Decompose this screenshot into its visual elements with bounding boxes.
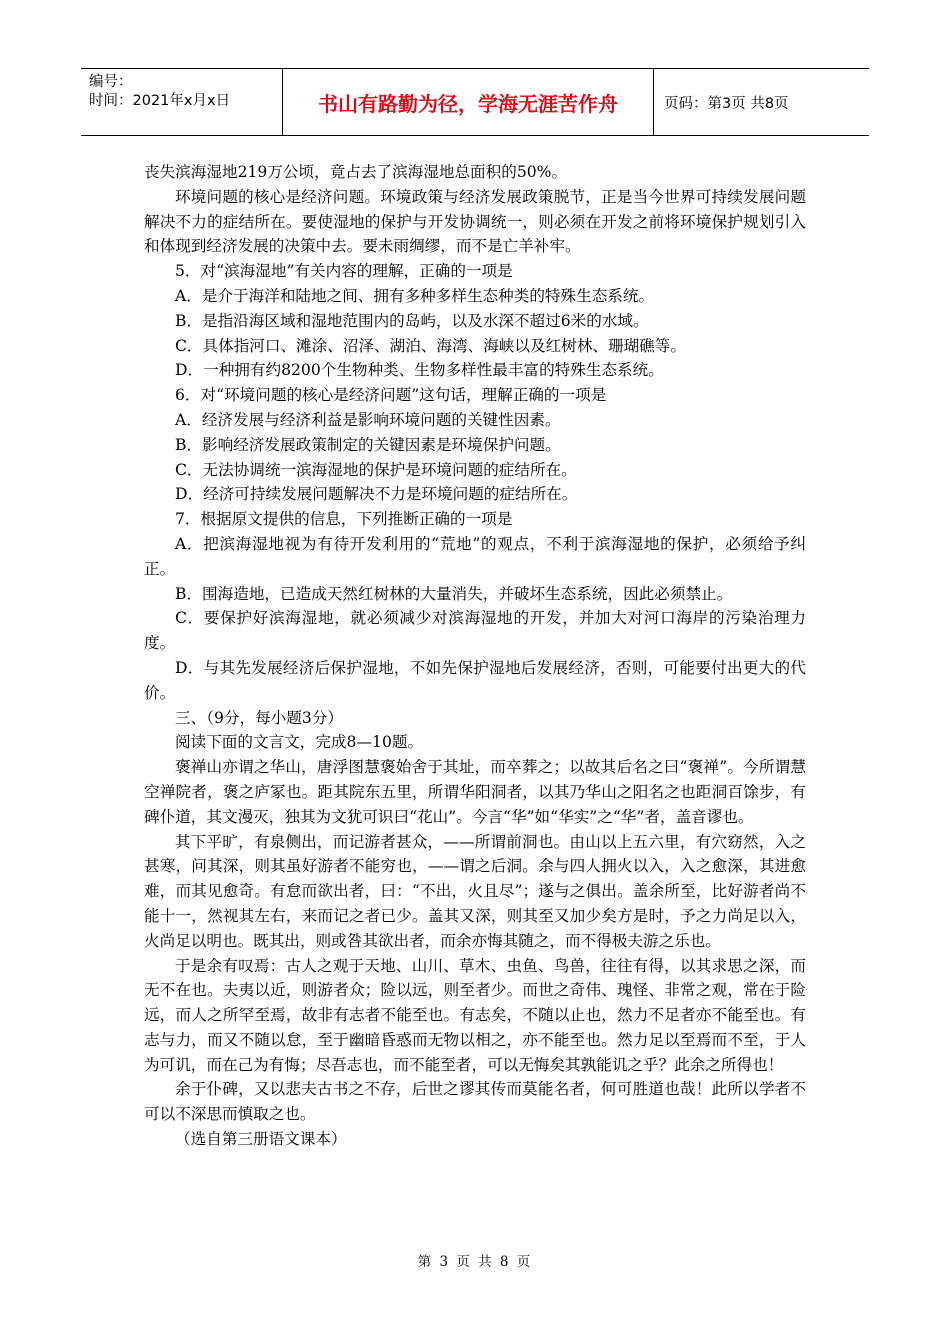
paragraph: C．要保护好滨海湿地，就必须减少对滨海湿地的开发，并加大对河口海岸的污染治理力度。 [144,609,806,653]
paragraph: B．是指沿海区域和湿地范围内的岛屿，以及水深不超过6米的水域。 [175,311,649,330]
paragraph: 5．对“滨海湿地”有关内容的理解，正确的一项是 [175,262,513,281]
paragraph: 6．对“环境问题的核心是经济问题”这句话，理解正确的一项是 [175,386,607,405]
paragraph: A．是介于海洋和陆地之间、拥有多种多样生态种类的特殊生态系统。 [175,286,655,305]
paragraph: 于是余有叹焉：古人之观于天地、山川、草木、虫鱼、鸟兽，往往有得，以其求思之深，而无不在也。夫夷以近，则游者众；险以远，则至者少。而世之奇伟、瑰怪、非常之观，常在于险远，而人之所罕至焉，故非有志者不能至也。有志矣，不随以止也，然力不足者亦不能至也。有志与力，而又不随以怠，至于幽暗昏惑而无物以相之，亦不能至也。然力足以至焉而不至，于人为可讥，而在己为有悔；尽吾志也，而不能至者，可以无悔矣其孰能讥之乎？此余之所得也！ [144,956,806,1074]
paragraph: 其下平旷，有泉侧出，而记游者甚众，——所谓前洞也。由山以上五六里，有穴窈然，入之甚寒，问其深，则其虽好游者不能穷也，——谓之后洞。余与四人拥火以入，入之愈深，其进愈难，而其见愈奇。有怠而欲出者，曰：“不出，火且尽”；遂与之俱出。盖余所至，比好游者尚不能十一，然视其左右，来而记之者已少。盖其又深，则其至又加少矣方是时，予之力尚足以入，火尚足以明也。既其出，则或咎其欲出者，而余亦悔其随之，而不得极夫游之乐也。 [144,832,806,950]
paragraph: （选自第三册语文课本） [175,1130,347,1149]
document-body [144,160,806,1152]
paragraph: 7．根据原文提供的信息，下列推断正确的一项是 [175,510,513,529]
paragraph: C．无法协调统一滨海湿地的保护是环境问题的症结所在。 [175,460,577,479]
paragraph: A．把滨海湿地视为有待开发利用的“荒地”的观点，不利于滨海湿地的保护，必须给予纠正。 [144,534,806,578]
paragraph: A．经济发展与经济利益是影响环境问题的关键性因素。 [175,410,561,429]
paragraph: 阅读下面的文言文，完成8—10题。 [175,733,424,752]
page-footer: 第 3 页 共 8 页 [417,1254,533,1270]
paragraph: D．一种拥有约8200个生物种类、生物多样性最丰富的特殊生态系统。 [175,361,664,380]
header-page-number: 页码：第3页 共8页 [664,95,789,112]
paragraph: 褒禅山亦谓之华山，唐浮图慧褒始舍于其址，而卒葬之；以故其后名之曰“褒禅”。今所谓慧空禅院者，褒之庐冢也。距其院东五里，所谓华阳洞者，以其乃华山之阳名之也距洞百馀步，有碑仆道，其文漫灭，独其为文犹可识曰“花山”。今言“华”如“华实”之“华”者，盖音谬也。 [144,758,806,826]
header-info [81,69,283,135]
paragraph: 环境问题的核心是经济问题。环境政策与经济发展政策脱节，正是当今世界可持续发展问题解决不力的症结所在。要使湿地的保护与开发协调统一，则必须在开发之前将环境保护规划引入和体现到经济发展的决策中去。要未雨绸缪，而不是亡羊补牢。 [144,187,806,256]
document-number: 编号： [89,74,133,90]
paragraph: D．与其先发展经济后保护湿地，不如先保护湿地后发展经济，否则，可能要付出更大的代价。 [144,658,806,702]
paragraph: 余于仆碑，又以悲夫古书之不存，后世之谬其传而莫能名者，何可胜道也哉！此所以学者不可以不深思而慎取之也。 [144,1080,806,1124]
paragraph: 丧失滨海湿地219万公顷，竟占去了滨海湿地总面积的50%。 [144,163,568,181]
header-motto: 书山有路勤为径，学海无涯苦作舟 [283,69,654,135]
paragraph: B．影响经济发展政策制定的关键因素是环境保护问题。 [175,435,561,454]
page-header [81,68,869,136]
paragraph: B．围海造地，已造成天然红树林的大量消失，并破坏生态系统，因此必须禁止。 [175,584,733,603]
paragraph: D．经济可持续发展问题解决不力是环境问题的症结所在。 [175,485,578,504]
document-date: 时间：2021年x月x日 [89,93,231,109]
paragraph: 三、（9分，每小题3分） [175,708,343,727]
paragraph: C．具体指河口、滩涂、沼泽、湖泊、海湾、海峡以及红树林、珊瑚礁等。 [175,336,686,355]
